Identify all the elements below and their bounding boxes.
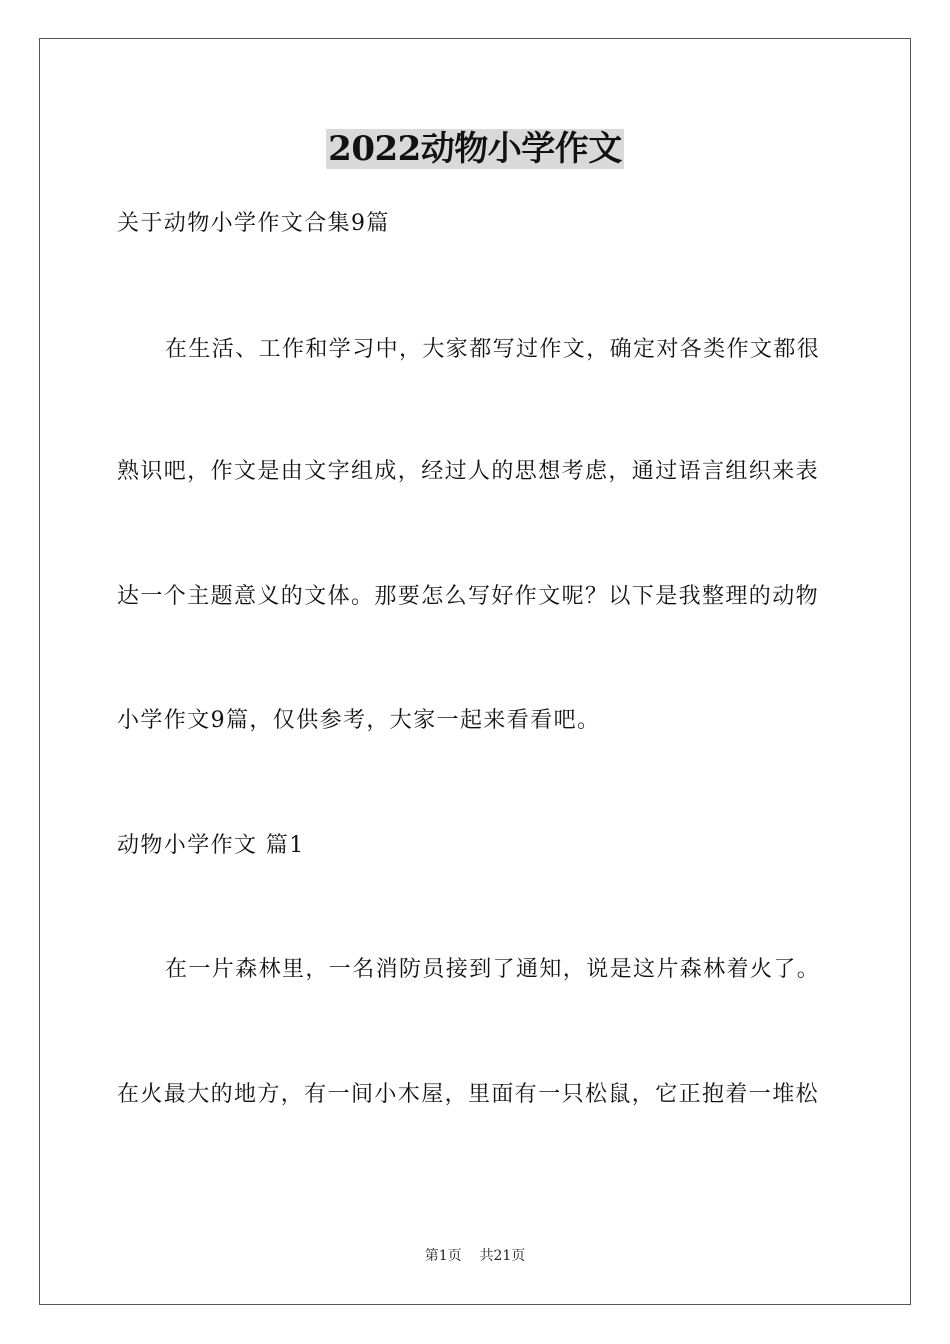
paragraph-line: 在火最大的地方，有一间小木屋，里面有一只松鼠，它正抱着一堆松 [117,1082,820,1107]
paragraph-line: 在一片森林里，一名消防员接到了通知，说是这片森林着火了。 [165,957,821,982]
paragraph-line: 在生活、工作和学习中，大家都写过作文，确定对各类作文都很 [165,337,821,362]
page-number-footer: 第1页 共21页 [424,1248,526,1264]
paragraph-line: 熟识吧，作文是由文字组成，经过人的思想考虑，通过语言组织来表 [117,459,820,484]
section-heading: 动物小学作文 篇1 [117,833,305,858]
document-title-text: 2022动物小学作文 [328,129,622,169]
document-subtitle: 关于动物小学作文合集9篇 [117,211,390,236]
paragraph-line: 达一个主题意义的文体。那要怎么写好作文呢？以下是我整理的动物 [117,584,820,609]
paragraph-line: 小学作文9篇，仅供参考，大家一起来看看吧。 [117,708,601,733]
document-title [0,127,950,171]
